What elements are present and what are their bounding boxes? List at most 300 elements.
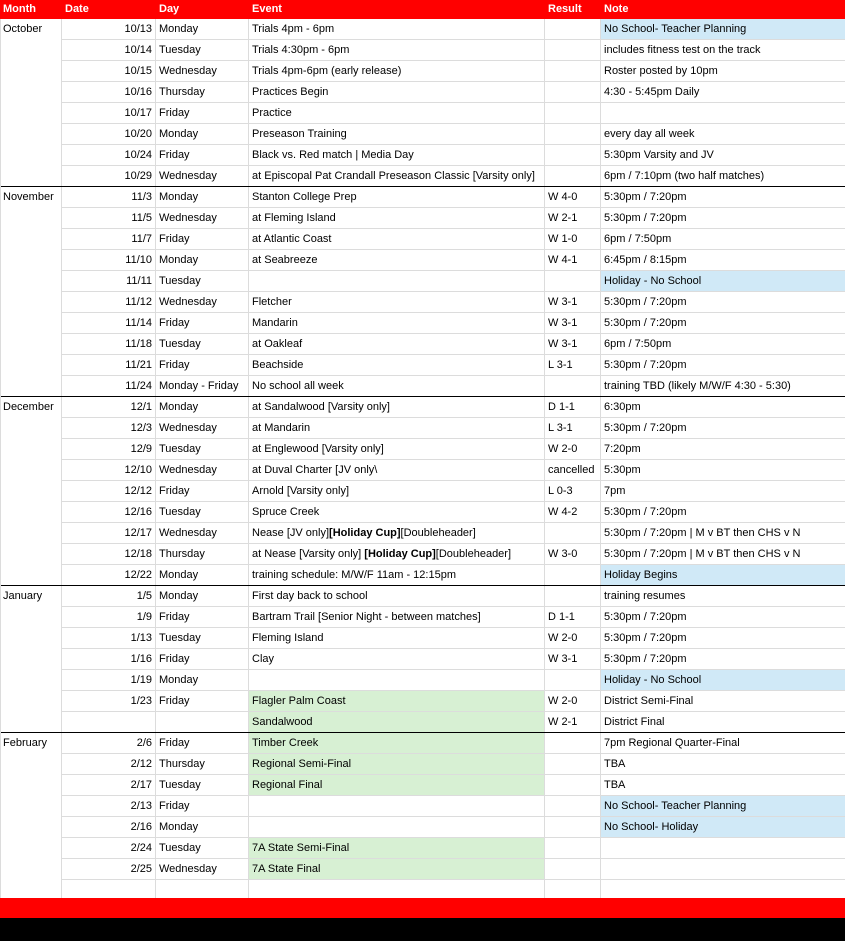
cell-day[interactable]: Friday	[156, 145, 249, 166]
cell-note[interactable]: District Semi-Final	[601, 691, 845, 712]
cell-date[interactable]: 2/6	[62, 733, 156, 754]
cell-day[interactable]	[156, 712, 249, 733]
cell-event[interactable]: Regional Final	[249, 775, 545, 796]
cell-result[interactable]	[545, 124, 601, 145]
cell-result[interactable]: W 3-1	[545, 334, 601, 355]
table-row	[0, 481, 845, 502]
month-separator	[0, 396, 845, 397]
cell-event[interactable]: 7A State Semi-Final	[249, 838, 545, 859]
cell-note[interactable]: 5:30pm / 7:20pm	[601, 292, 845, 313]
cell-day[interactable]: Monday	[156, 670, 249, 691]
cell-day[interactable]: Tuesday	[156, 40, 249, 61]
cell-month[interactable]	[0, 439, 62, 460]
cell-note[interactable]: 5:30pm / 7:20pm	[601, 628, 845, 649]
table-row	[0, 229, 845, 250]
table-row	[0, 208, 845, 229]
cell-event[interactable]: Sandalwood	[249, 712, 545, 733]
cell-event[interactable]: at Seabreeze	[249, 250, 545, 271]
cell-result[interactable]	[545, 61, 601, 82]
table-row	[0, 628, 845, 649]
table-row	[0, 859, 845, 880]
cell-day[interactable]: Wednesday	[156, 292, 249, 313]
cell-result[interactable]	[545, 19, 601, 40]
cell-result[interactable]	[545, 40, 601, 61]
cell-date[interactable]: 12/3	[62, 418, 156, 439]
cell-result[interactable]	[545, 145, 601, 166]
table-row	[0, 565, 845, 586]
cell-date[interactable]: 11/7	[62, 229, 156, 250]
cell-day[interactable]: Thursday	[156, 544, 249, 565]
cell-date[interactable]: 12/17	[62, 523, 156, 544]
cell-date[interactable]: 11/24	[62, 376, 156, 397]
cell-note[interactable]: 7pm	[601, 481, 845, 502]
cell-date[interactable]: 1/19	[62, 670, 156, 691]
table-row	[0, 334, 845, 355]
cell-result[interactable]: D 1-1	[545, 397, 601, 418]
cell-result[interactable]	[545, 670, 601, 691]
cell-event[interactable]	[249, 271, 545, 292]
header-date[interactable]: Date	[62, 0, 156, 19]
cell-day[interactable]: Thursday	[156, 82, 249, 103]
cell-day[interactable]: Monday	[156, 187, 249, 208]
cell-day[interactable]: Friday	[156, 691, 249, 712]
cell-result[interactable]	[545, 376, 601, 397]
cell-day[interactable]: Friday	[156, 481, 249, 502]
table-row	[0, 460, 845, 481]
month-separator	[0, 186, 845, 187]
cell-result[interactable]: W 4-1	[545, 250, 601, 271]
cell-note[interactable]	[601, 838, 845, 859]
cell-note[interactable]	[601, 859, 845, 880]
cell-day[interactable]: Tuesday	[156, 775, 249, 796]
cell-month[interactable]	[0, 250, 62, 271]
cell-day[interactable]: Friday	[156, 313, 249, 334]
cell-month[interactable]	[0, 796, 62, 817]
grid-left-border	[0, 19, 1, 898]
cell-event[interactable]	[249, 670, 545, 691]
cell-month[interactable]	[0, 40, 62, 61]
cell-result[interactable]: W 2-1	[545, 712, 601, 733]
cell-result[interactable]: W 3-1	[545, 313, 601, 334]
cell-result[interactable]: W 2-0	[545, 439, 601, 460]
cell-note[interactable]: 5:30pm / 7:20pm | M v BT then CHS v N	[601, 523, 845, 544]
cell-result[interactable]: W 3-1	[545, 292, 601, 313]
cell-month[interactable]	[0, 628, 62, 649]
cell-note[interactable]: TBA	[601, 775, 845, 796]
cell-note[interactable]: 5:30pm / 7:20pm	[601, 502, 845, 523]
cell-event[interactable]: Trials 4pm-6pm (early release)	[249, 61, 545, 82]
cell-result[interactable]	[545, 796, 601, 817]
cell-date[interactable]: 11/14	[62, 313, 156, 334]
cell-date[interactable]: 12/10	[62, 460, 156, 481]
header-month[interactable]: Month	[0, 0, 62, 19]
cell-result[interactable]: W 2-0	[545, 628, 601, 649]
cell-event[interactable]: Flagler Palm Coast	[249, 691, 545, 712]
cell-month[interactable]	[0, 691, 62, 712]
cell-day[interactable]: Friday	[156, 607, 249, 628]
cell-event[interactable]: at Englewood [Varsity only]	[249, 439, 545, 460]
table-row	[0, 775, 845, 796]
cell-date[interactable]: 10/15	[62, 61, 156, 82]
cell-day[interactable]: Tuesday	[156, 271, 249, 292]
table-row	[0, 250, 845, 271]
cell-date[interactable]: 11/5	[62, 208, 156, 229]
cell-note[interactable]: training TBD (likely M/W/F 4:30 - 5:30)	[601, 376, 845, 397]
cell-day[interactable]: Friday	[156, 229, 249, 250]
cell-date[interactable]: 12/22	[62, 565, 156, 586]
cell-date[interactable]: 2/12	[62, 754, 156, 775]
cell-day[interactable]: Friday	[156, 103, 249, 124]
cell-month[interactable]	[0, 208, 62, 229]
cell-note[interactable]: 6pm / 7:50pm	[601, 229, 845, 250]
cell-day[interactable]: Friday	[156, 355, 249, 376]
header-row	[0, 0, 845, 19]
cell-event[interactable]: Bartram Trail [Senior Night - between matches]	[249, 607, 545, 628]
footer-black-bar	[0, 918, 845, 941]
cell-event[interactable]: Fleming Island	[249, 628, 545, 649]
cell-day[interactable]: Monday	[156, 586, 249, 607]
cell-day[interactable]: Monday	[156, 817, 249, 838]
cell-day[interactable]: Friday	[156, 796, 249, 817]
cell-date[interactable]: 10/29	[62, 166, 156, 187]
cell-event[interactable]: Spruce Creek	[249, 502, 545, 523]
cell-day[interactable]: Monday	[156, 565, 249, 586]
cell-result[interactable]	[545, 523, 601, 544]
table-row	[0, 355, 845, 376]
cell-note[interactable]: Holiday - No School	[601, 271, 845, 292]
cell-note[interactable]: 7:20pm	[601, 439, 845, 460]
cell-event[interactable]: Timber Creek	[249, 733, 545, 754]
cell-result[interactable]	[545, 733, 601, 754]
table-row	[0, 40, 845, 61]
cell-note[interactable]: 7pm Regional Quarter-Final	[601, 733, 845, 754]
cell-result[interactable]: W 3-0	[545, 544, 601, 565]
cell-event[interactable]: Black vs. Red match | Media Day	[249, 145, 545, 166]
cell-date[interactable]: 11/18	[62, 334, 156, 355]
table-row	[0, 376, 845, 397]
cell-month[interactable]	[0, 103, 62, 124]
cell-date[interactable]: 1/5	[62, 586, 156, 607]
cell-result[interactable]: W 1-0	[545, 229, 601, 250]
header-day[interactable]: Day	[156, 0, 249, 19]
cell-date[interactable]: 11/12	[62, 292, 156, 313]
cell-event[interactable]: No school all week	[249, 376, 545, 397]
cell-event[interactable]: Stanton College Prep	[249, 187, 545, 208]
cell-event[interactable]: at Atlantic Coast	[249, 229, 545, 250]
cell-month[interactable]	[0, 502, 62, 523]
cell-event[interactable]: Clay	[249, 649, 545, 670]
cell-event[interactable]: Beachside	[249, 355, 545, 376]
cell-note[interactable]: Holiday - No School	[601, 670, 845, 691]
cell-note[interactable]: 5:30pm / 7:20pm	[601, 607, 845, 628]
cell-month[interactable]	[0, 166, 62, 187]
table-row	[0, 187, 845, 208]
cell-day[interactable]: Wednesday	[156, 208, 249, 229]
cell-event[interactable]: Practice	[249, 103, 545, 124]
table-row	[0, 19, 845, 40]
cell-result[interactable]	[545, 271, 601, 292]
table-row	[0, 586, 845, 607]
cell-day[interactable]: Wednesday	[156, 859, 249, 880]
cell-day[interactable]: Wednesday	[156, 523, 249, 544]
cell-month[interactable]: December	[0, 397, 62, 418]
cell-date[interactable]: 12/9	[62, 439, 156, 460]
cell-date[interactable]: 10/17	[62, 103, 156, 124]
cell-date[interactable]: 11/11	[62, 271, 156, 292]
cell-result[interactable]	[545, 82, 601, 103]
cell-result[interactable]: L 3-1	[545, 355, 601, 376]
cell-event[interactable]	[249, 523, 545, 544]
cell-note[interactable]: 5:30pm	[601, 460, 845, 481]
cell-month[interactable]	[0, 754, 62, 775]
cell-date[interactable]: 11/10	[62, 250, 156, 271]
cell-month[interactable]: November	[0, 187, 62, 208]
cell-date[interactable]	[62, 712, 156, 733]
cell-month[interactable]	[0, 124, 62, 145]
cell-date[interactable]: 11/3	[62, 187, 156, 208]
cell-month[interactable]	[0, 649, 62, 670]
cell-date[interactable]: 1/13	[62, 628, 156, 649]
cell-month[interactable]	[0, 712, 62, 733]
cell-note[interactable]: District Final	[601, 712, 845, 733]
table-row	[0, 103, 845, 124]
cell-event[interactable]: at Episcopal Pat Crandall Preseason Classic [Varsity only]	[249, 166, 545, 187]
table-row	[0, 124, 845, 145]
cell-month[interactable]	[0, 82, 62, 103]
cell-note[interactable]: No School- Holiday	[601, 817, 845, 838]
cell-note[interactable]: 6pm / 7:50pm	[601, 334, 845, 355]
cell-date[interactable]: 10/20	[62, 124, 156, 145]
cell-event[interactable]	[249, 544, 545, 565]
cell-date[interactable]: 2/17	[62, 775, 156, 796]
cell-month[interactable]	[0, 376, 62, 397]
event-bold-text: [Holiday Cup]	[364, 548, 436, 560]
cell-date[interactable]: 12/12	[62, 481, 156, 502]
cell-month[interactable]: January	[0, 586, 62, 607]
cell-note[interactable]: 6:45pm / 8:15pm	[601, 250, 845, 271]
table-row	[0, 82, 845, 103]
cell-result[interactable]	[545, 859, 601, 880]
cell-day[interactable]: Monday	[156, 250, 249, 271]
table-row	[0, 397, 845, 418]
cell-event[interactable]: at Mandarin	[249, 418, 545, 439]
cell-month[interactable]	[0, 775, 62, 796]
cell-date[interactable]: 12/18	[62, 544, 156, 565]
cell-note[interactable]: 5:30pm / 7:20pm	[601, 418, 845, 439]
cell-note[interactable]: Roster posted by 10pm	[601, 61, 845, 82]
cell-date[interactable]: 12/16	[62, 502, 156, 523]
cell-date[interactable]: 2/13	[62, 796, 156, 817]
cell-date[interactable]: 1/23	[62, 691, 156, 712]
cell-month[interactable]	[0, 418, 62, 439]
table-row	[0, 691, 845, 712]
cell-event[interactable]: Arnold [Varsity only]	[249, 481, 545, 502]
cell-result[interactable]: W 4-0	[545, 187, 601, 208]
cell-note[interactable]: No School- Teacher Planning	[601, 796, 845, 817]
cell-note[interactable]: every day all week	[601, 124, 845, 145]
cell-result[interactable]	[545, 565, 601, 586]
cell-event[interactable]	[249, 817, 545, 838]
cell-day[interactable]: Friday	[156, 649, 249, 670]
cell-month[interactable]	[0, 565, 62, 586]
cell-month[interactable]	[0, 334, 62, 355]
cell-event[interactable]: training schedule: M/W/F 11am - 12:15pm	[249, 565, 545, 586]
cell-day[interactable]: Monday	[156, 124, 249, 145]
cell-day[interactable]: Monday	[156, 19, 249, 40]
cell-date[interactable]: 10/24	[62, 145, 156, 166]
cell-date[interactable]: 1/16	[62, 649, 156, 670]
cell-date[interactable]: 10/13	[62, 19, 156, 40]
cell-result[interactable]: L 0-3	[545, 481, 601, 502]
cell-note[interactable]: includes fitness test on the track	[601, 40, 845, 61]
cell-day[interactable]: Thursday	[156, 754, 249, 775]
cell-result[interactable]: L 3-1	[545, 418, 601, 439]
cell-result[interactable]	[545, 166, 601, 187]
cell-month[interactable]	[0, 607, 62, 628]
table-row	[0, 61, 845, 82]
cell-month[interactable]	[0, 292, 62, 313]
cell-note[interactable]: 5:30pm / 7:20pm	[601, 649, 845, 670]
cell-day[interactable]: Wednesday	[156, 61, 249, 82]
cell-note[interactable]: 6:30pm	[601, 397, 845, 418]
cell-day[interactable]: Tuesday	[156, 502, 249, 523]
cell-event[interactable]	[249, 796, 545, 817]
cell-month[interactable]	[0, 271, 62, 292]
cell-month[interactable]	[0, 145, 62, 166]
cell-month[interactable]: October	[0, 19, 62, 40]
cell-date[interactable]: 2/16	[62, 817, 156, 838]
cell-month[interactable]	[0, 817, 62, 838]
event-text: Nease [JV only]	[252, 527, 330, 539]
cell-date[interactable]: 1/9	[62, 607, 156, 628]
cell-month[interactable]	[0, 481, 62, 502]
cell-month[interactable]	[0, 313, 62, 334]
table-row	[0, 145, 845, 166]
cell-date[interactable]: 2/24	[62, 838, 156, 859]
cell-day[interactable]: Monday	[156, 397, 249, 418]
table-row	[0, 670, 845, 691]
table-row	[0, 649, 845, 670]
cell-result[interactable]	[545, 775, 601, 796]
cell-result[interactable]: D 1-1	[545, 607, 601, 628]
cell-note[interactable]: 5:30pm / 7:20pm	[601, 208, 845, 229]
cell-day[interactable]: Tuesday	[156, 334, 249, 355]
cell-result[interactable]: W 3-1	[545, 649, 601, 670]
cell-note[interactable]: TBA	[601, 754, 845, 775]
cell-note[interactable]: 5:30pm / 7:20pm | M v BT then CHS v N	[601, 544, 845, 565]
cell-event[interactable]: Regional Semi-Final	[249, 754, 545, 775]
cell-event[interactable]: Trials 4pm - 6pm	[249, 19, 545, 40]
cell-month[interactable]	[0, 523, 62, 544]
cell-result[interactable]: W 2-1	[545, 208, 601, 229]
cell-result[interactable]	[545, 103, 601, 124]
cell-day[interactable]: Tuesday	[156, 838, 249, 859]
cell-month[interactable]	[0, 838, 62, 859]
table-row	[0, 754, 845, 775]
month-separator	[0, 585, 845, 586]
cell-note[interactable]: 5:30pm / 7:20pm	[601, 187, 845, 208]
cell-event[interactable]: 7A State Final	[249, 859, 545, 880]
cell-month[interactable]: February	[0, 733, 62, 754]
table-row	[0, 838, 845, 859]
cell-month[interactable]	[0, 61, 62, 82]
cell-result[interactable]	[545, 838, 601, 859]
event-text: [Doubleheader]	[435, 548, 512, 560]
cell-month[interactable]	[0, 355, 62, 376]
cell-event[interactable]: Preseason Training	[249, 124, 545, 145]
cell-event[interactable]: at Duval Charter [JV only\	[249, 460, 545, 481]
cell-event[interactable]: at Oakleaf	[249, 334, 545, 355]
cell-day[interactable]: Tuesday	[156, 439, 249, 460]
cell-date[interactable]: 2/25	[62, 859, 156, 880]
cell-result[interactable]	[545, 754, 601, 775]
cell-day[interactable]: Friday	[156, 733, 249, 754]
cell-event[interactable]: at Fleming Island	[249, 208, 545, 229]
cell-event[interactable]: Trials 4:30pm - 6pm	[249, 40, 545, 61]
cell-event[interactable]: Mandarin	[249, 313, 545, 334]
table-row	[0, 502, 845, 523]
cell-note[interactable]	[601, 103, 845, 124]
cell-event[interactable]: at Sandalwood [Varsity only]	[249, 397, 545, 418]
cell-event[interactable]: Practices Begin	[249, 82, 545, 103]
row-separator	[62, 732, 845, 733]
cell-date[interactable]: 10/14	[62, 40, 156, 61]
cell-result[interactable]: W 4-2	[545, 502, 601, 523]
cell-note[interactable]: 6pm / 7:10pm (two half matches)	[601, 166, 845, 187]
cell-date[interactable]: 10/16	[62, 82, 156, 103]
cell-day[interactable]: Tuesday	[156, 628, 249, 649]
table-row	[0, 439, 845, 460]
cell-month[interactable]	[0, 460, 62, 481]
table-row	[0, 418, 845, 439]
header-note[interactable]: Note	[601, 0, 845, 19]
cell-day[interactable]: Monday - Friday	[156, 376, 249, 397]
cell-event[interactable]: Fletcher	[249, 292, 545, 313]
table-row	[0, 313, 845, 334]
table-row	[0, 544, 845, 565]
cell-day[interactable]: Wednesday	[156, 418, 249, 439]
cell-date[interactable]: 12/1	[62, 397, 156, 418]
cell-month[interactable]	[0, 670, 62, 691]
table-row	[0, 733, 845, 754]
cell-result[interactable]: cancelled	[545, 460, 601, 481]
cell-month[interactable]	[0, 229, 62, 250]
table-row	[0, 166, 845, 187]
cell-month[interactable]	[0, 544, 62, 565]
cell-result[interactable]	[545, 586, 601, 607]
cell-note[interactable]: 5:30pm / 7:20pm	[601, 355, 845, 376]
cell-day[interactable]: Wednesday	[156, 166, 249, 187]
cell-result[interactable]: W 2-0	[545, 691, 601, 712]
cell-event[interactable]: First day back to school	[249, 586, 545, 607]
cell-note[interactable]: training resumes	[601, 586, 845, 607]
cell-date[interactable]: 11/21	[62, 355, 156, 376]
cell-note[interactable]: 4:30 - 5:45pm Daily	[601, 82, 845, 103]
cell-month[interactable]	[0, 859, 62, 880]
table-row	[0, 796, 845, 817]
cell-note[interactable]: No School- Teacher Planning	[601, 19, 845, 40]
event-text: at Nease [Varsity only]	[252, 548, 365, 560]
cell-note[interactable]: 5:30pm / 7:20pm	[601, 313, 845, 334]
header-result[interactable]: Result	[545, 0, 601, 19]
cell-result[interactable]	[545, 817, 601, 838]
cell-note[interactable]: Holiday Begins	[601, 565, 845, 586]
cell-day[interactable]: Wednesday	[156, 460, 249, 481]
footer-red-bar	[0, 898, 845, 918]
header-event[interactable]: Event	[249, 0, 545, 19]
table-row	[0, 292, 845, 313]
cell-note[interactable]: 5:30pm Varsity and JV	[601, 145, 845, 166]
